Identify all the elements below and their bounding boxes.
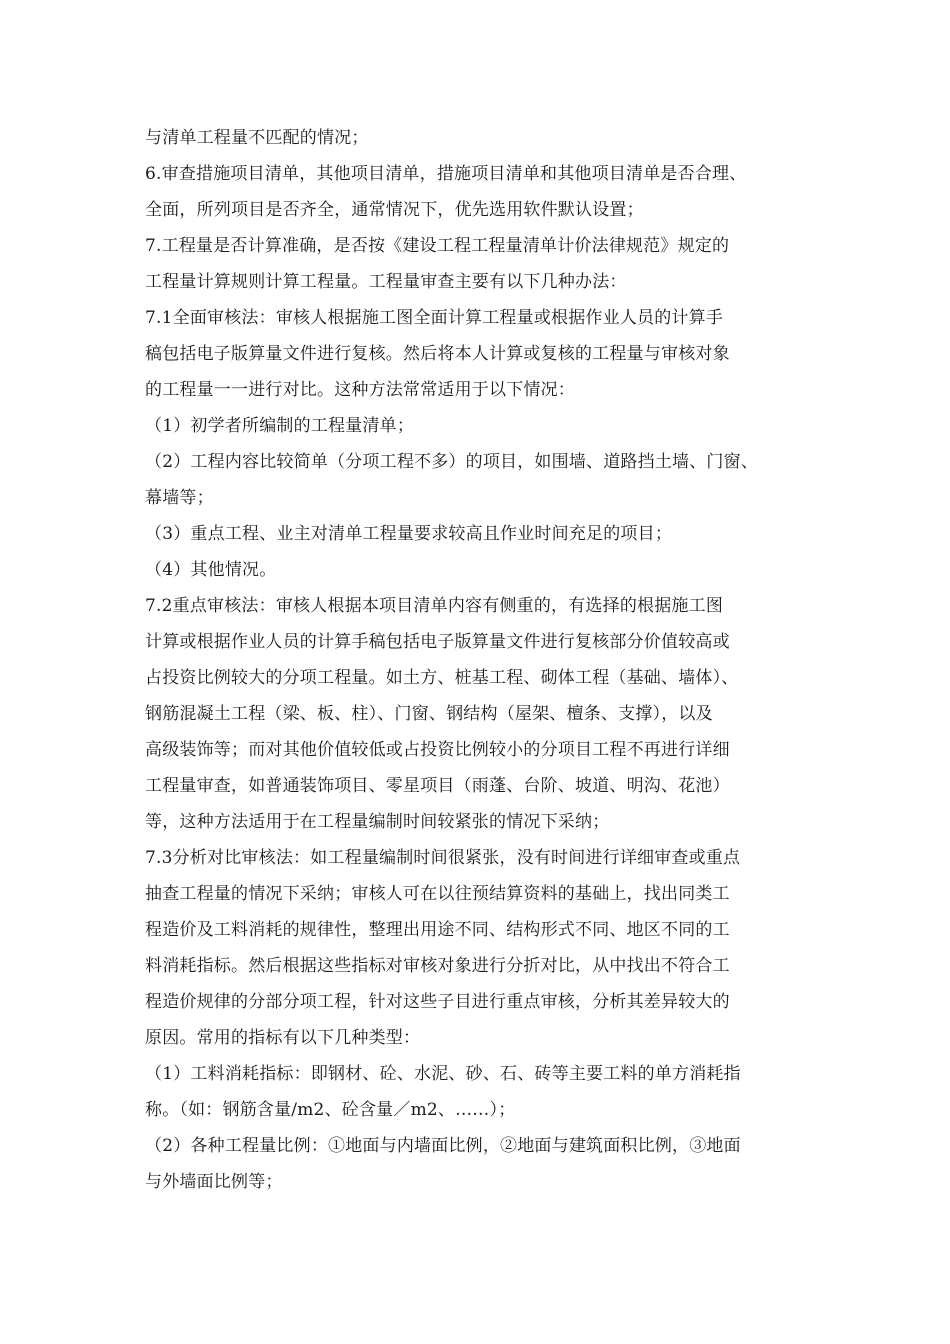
text-line: 程造价及工料消耗的规律性，整理出用途不同、结构形式不同、地区不同的工 [145,920,730,940]
text-line: 全面，所列项目是否齐全，通常情况下，优先选用软件默认设置； [145,200,644,220]
text-line: 占投资比例较大的分项工程量。如土方、桩基工程、砌体工程（基础、墙体）、 [145,668,739,688]
text-line: 与清单工程量不匹配的情况； [145,128,369,148]
text-line: 计算或根据作业人员的计算手稿包括电子版算量文件进行复核部分价值较高或 [145,632,730,652]
text-line: 称。（如：钢筋含量/m2、砼含量／m2、……）； [145,1100,516,1120]
text-line: （1）初学者所编制的工程量清单； [145,416,415,436]
text-line: （2）工程内容比较简单（分项工程不多）的项目，如围墙、道路挡土墙、门窗、 [145,452,759,472]
text-line: 抽查工程量的情况下采纳；审核人可在以往预结算资料的基础上，找出同类工 [145,884,730,904]
text-line: 7.2重点审核法：审核人根据本项目清单内容有侧重的，有选择的根据施工图 [145,596,724,616]
text-line: 7.工程量是否计算准确，是否按《建设工程工程量清单计价法律规范》规定的 [145,236,730,256]
text-line: 的工程量一一进行对比。这种方法常常适用于以下情况： [145,380,575,400]
text-line: 稿包括电子版算量文件进行复核。然后将本人计算或复核的工程量与审核对象 [145,344,730,364]
text-line: 与外墙面比例等； [145,1172,283,1192]
text-line: 等，这种方法适用于在工程量编制时间较紧张的情况下采纳； [145,812,610,832]
text-line: （2）各种工程量比例：①地面与内墙面比例，②地面与建筑面积比例，③地面 [145,1136,741,1156]
text-line: 7.3分析对比审核法：如工程量编制时间很紧张，没有时间进行详细审查或重点 [145,848,741,868]
text-line: 幕墙等； [145,488,214,508]
text-line: （4）其他情况。 [145,560,277,580]
text-line: 程造价规律的分部分项工程，针对这些子目进行重点审核，分析其差异较大的 [145,992,730,1012]
text-line: 高级装饰等；而对其他价值较低或占投资比例较小的分项目工程不再进行详细 [145,740,730,760]
text-line: （3）重点工程、业主对清单工程量要求较高且作业时间充足的项目； [145,524,673,544]
text-line: 原因。常用的指标有以下几种类型： [145,1028,421,1048]
text-line: 7.1全面审核法：审核人根据施工图全面计算工程量或根据作业人员的计算手 [145,308,724,328]
text-line: 料消耗指标。然后根据这些指标对审核对象进行分折对比，从中找出不符合工 [145,956,730,976]
text-line: 6.审查措施项目清单，其他项目清单，措施项目清单和其他项目清单是否合理、 [145,164,747,184]
text-line: 工程量审查，如普通装饰项目、零星项目（雨蓬、台阶、坡道、明沟、花池） [145,776,730,796]
text-line: （1）工料消耗指标：即钢材、砼、水泥、砂、石、砖等主要工料的单方消耗指 [145,1064,741,1084]
text-line: 钢筋混凝土工程（梁、板、柱）、门窗、钢结构（屋架、檀条、支撑），以及 [145,704,713,724]
text-line: 工程量计算规则计算工程量。工程量审查主要有以下几种办法： [145,272,627,292]
